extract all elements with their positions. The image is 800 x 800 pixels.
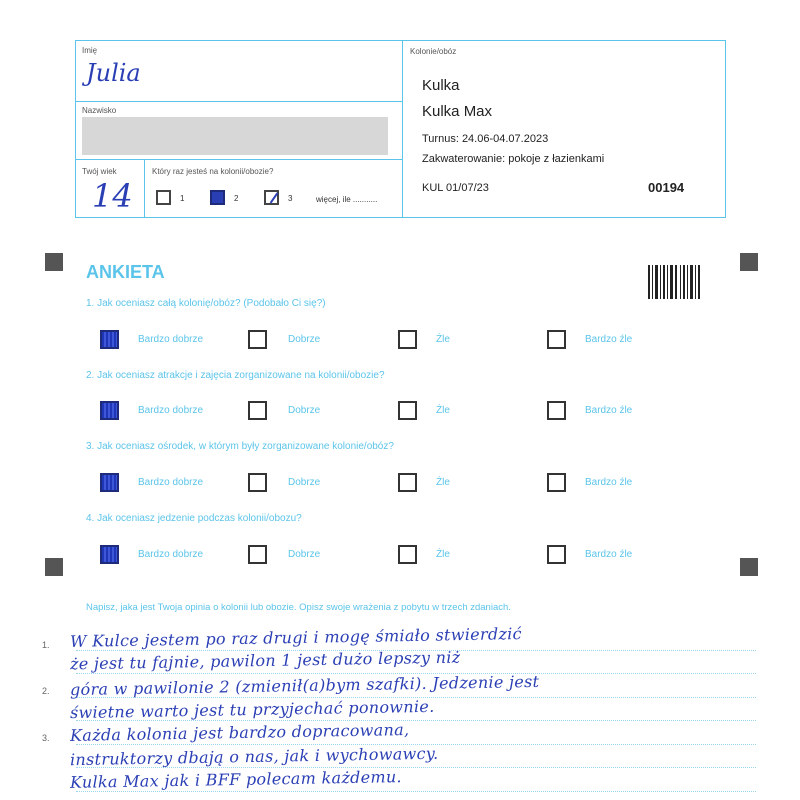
- name-label: Imię: [82, 46, 98, 55]
- age-value[interactable]: 14: [92, 177, 133, 215]
- question-1: 1. Jak oceniasz całą kolonię/obóz? (Podobało Ci się?): [86, 298, 326, 309]
- writing-line: [76, 791, 756, 792]
- answer-row-4: [100, 545, 660, 565]
- question-3: 3. Jak oceniasz ośrodek, w którym były zorganizowane kolonie/obóz?: [86, 441, 394, 452]
- barcode-icon: [648, 265, 700, 299]
- q2-option-very-good-label: Bardzo dobrze: [138, 405, 204, 416]
- q2-option-good-checkbox[interactable]: [248, 401, 267, 420]
- opinion-prompt: Napisz, jaka jest Twoja opinia o kolonii lub obozie. Opisz swoje wrażenia z pobytu w trzech zdaniach.: [86, 602, 511, 613]
- visit-count-checkbox-2[interactable]: [210, 190, 225, 205]
- visit-count-cell: [144, 159, 402, 217]
- q3-option-very-bad-checkbox[interactable]: [547, 473, 566, 492]
- opinion-text-line[interactable]: W Kulce jestem po raz drugi i mogę śmiało stwierdzić: [69, 624, 522, 651]
- q4-option-bad-label: Źle: [436, 549, 450, 560]
- line-number-1: 1.: [42, 640, 50, 650]
- question-4: 4. Jak oceniasz jedzenie podczas kolonii/obozu?: [86, 513, 302, 524]
- q3-option-bad-checkbox[interactable]: [398, 473, 417, 492]
- participant-section: [76, 41, 403, 217]
- visit-count-checkbox-1[interactable]: [156, 190, 171, 205]
- visit-count-option-more: więcej, ile ...........: [316, 195, 378, 204]
- q1-option-good-label: Dobrze: [288, 334, 321, 345]
- q3-option-very-good-label: Bardzo dobrze: [138, 477, 204, 488]
- q4-option-good-checkbox[interactable]: [248, 545, 267, 564]
- q2-option-very-bad-label: Bardzo źle: [585, 405, 633, 416]
- line-number-2: 2.: [42, 686, 50, 696]
- q4-option-very-good-checkbox[interactable]: [100, 545, 119, 564]
- surname-redacted-field[interactable]: [82, 117, 388, 155]
- opinion-text-line[interactable]: świetne warto jest tu przyjechać ponownie.: [69, 696, 435, 723]
- visit-count-option-3: 3: [288, 194, 293, 203]
- q3-option-bad-label: Źle: [436, 477, 450, 488]
- opinion-text-line[interactable]: Każda kolonia jest bardzo dopracowana,: [69, 720, 410, 745]
- q4-option-bad-checkbox[interactable]: [398, 545, 417, 564]
- visit-count-option-1: 1: [180, 194, 185, 203]
- camp-label: Kolonie/obóz: [410, 47, 457, 56]
- q4-option-good-label: Dobrze: [288, 549, 321, 560]
- accommodation-text: Zakwaterowanie: pokoje z łazienkami: [422, 153, 605, 165]
- q3-option-good-checkbox[interactable]: [248, 473, 267, 492]
- q2-option-very-good-checkbox[interactable]: [100, 401, 119, 420]
- q1-option-good-checkbox[interactable]: [248, 330, 267, 349]
- visit-count-label: Który raz jesteś na kolonii/obozie?: [152, 167, 274, 176]
- opinion-text-line[interactable]: instruktorzy dbają o nas, jak i wychowawcy.: [69, 743, 439, 770]
- survey-title: ANKIETA: [86, 262, 165, 282]
- q2-option-bad-label: Źle: [436, 405, 450, 416]
- turnus-text: Turnus: 24.06-04.07.2023: [422, 133, 549, 145]
- q3-option-very-bad-label: Bardzo źle: [585, 477, 633, 488]
- answer-row-3: [100, 473, 660, 493]
- q1-option-bad-label: Źle: [436, 334, 450, 345]
- registration-mark: [45, 558, 63, 576]
- q1-option-very-good-label: Bardzo dobrze: [138, 334, 204, 345]
- camp-name: Kulka: [422, 77, 460, 94]
- q4-option-very-bad-checkbox[interactable]: [547, 545, 566, 564]
- camp-info-section: [402, 41, 725, 217]
- q2-option-good-label: Dobrze: [288, 405, 321, 416]
- q3-option-good-label: Dobrze: [288, 477, 321, 488]
- opinion-text-line[interactable]: góra w pawilonie 2 (zmienił(a)bym szafki). Jedzenie jest: [69, 671, 540, 700]
- surname-cell: [76, 101, 402, 160]
- q1-option-bad-checkbox[interactable]: [398, 330, 417, 349]
- registration-mark: [45, 253, 63, 271]
- age-cell: [76, 159, 145, 217]
- q1-option-very-bad-label: Bardzo źle: [585, 334, 633, 345]
- form-number: 00194: [648, 180, 685, 195]
- name-cell: [76, 41, 402, 102]
- answer-row-2: [100, 401, 660, 421]
- q2-option-bad-checkbox[interactable]: [398, 401, 417, 420]
- q4-option-very-bad-label: Bardzo źle: [585, 549, 633, 560]
- visit-count-option-2: 2: [234, 194, 239, 203]
- age-label: Twój wiek: [82, 167, 117, 176]
- surname-label: Nazwisko: [82, 106, 117, 115]
- q2-option-very-bad-checkbox[interactable]: [547, 401, 566, 420]
- q1-option-very-good-checkbox[interactable]: [100, 330, 119, 349]
- question-2: 2. Jak oceniasz atrakcje i zajęcia zorganizowane na kolonii/obozie?: [86, 370, 385, 381]
- name-value[interactable]: Julia: [86, 59, 141, 87]
- q3-option-very-good-checkbox[interactable]: [100, 473, 119, 492]
- line-number-3: 3.: [42, 733, 50, 743]
- registration-mark: [740, 253, 758, 271]
- answer-row-1: [100, 330, 660, 350]
- camp-program: Kulka Max: [422, 103, 493, 120]
- opinion-text-line[interactable]: Kulka Max jak i BFF polecam każdemu.: [69, 767, 403, 792]
- camp-form-header: [75, 40, 726, 218]
- registration-mark: [740, 558, 758, 576]
- q4-option-very-good-label: Bardzo dobrze: [138, 549, 204, 560]
- q1-option-very-bad-checkbox[interactable]: [547, 330, 566, 349]
- visit-count-checkbox-3[interactable]: [264, 190, 279, 205]
- camp-code: KUL 01/07/23: [422, 182, 489, 194]
- opinion-text-line[interactable]: że jest tu fajnie, pawilon 1 jest dużo lepszy niż: [69, 647, 461, 674]
